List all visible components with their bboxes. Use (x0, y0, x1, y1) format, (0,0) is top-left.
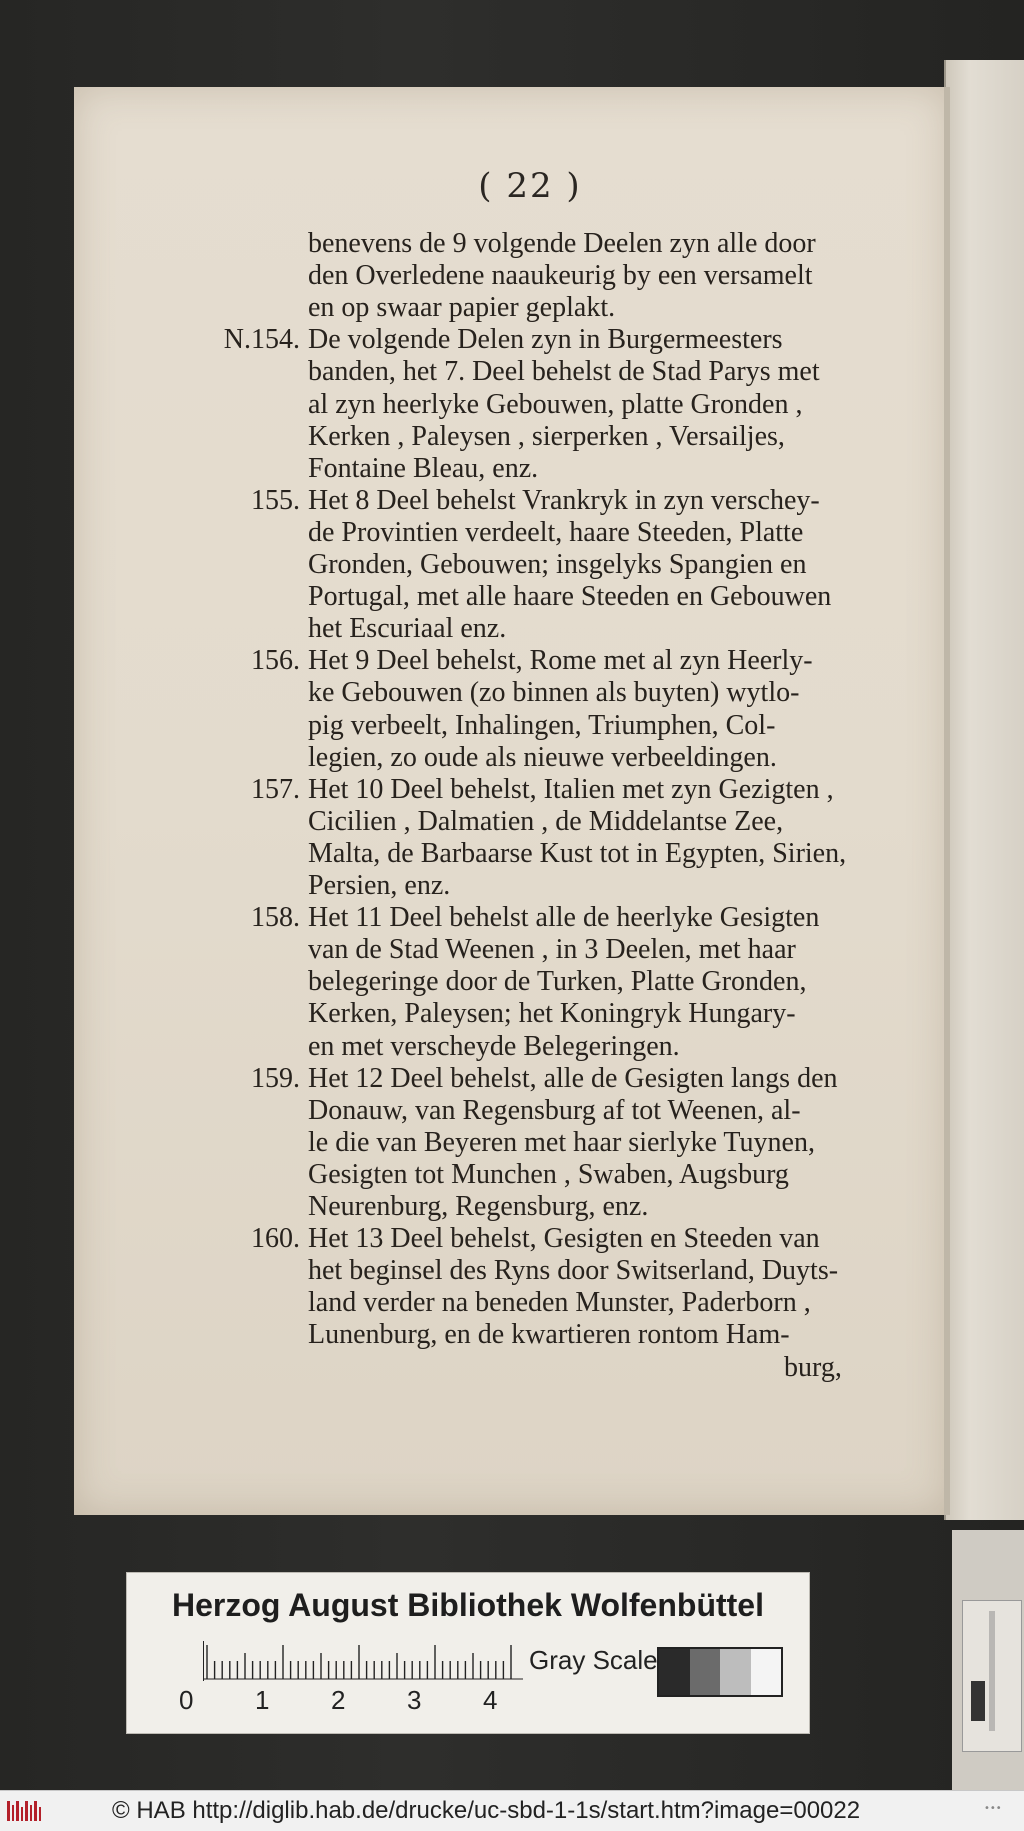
ruler-number: 4 (483, 1685, 498, 1715)
text-line: en met verscheyde Belegeringen. (308, 1030, 680, 1062)
source-link[interactable]: © HAB http://diglib.hab.de/drucke/uc-sbd-1-1s/start.htm?image=00022 (112, 1797, 861, 1824)
text-line: legien, zo oude als nieuwe verbeeldingen. (308, 741, 777, 773)
ruler-number: 2 (331, 1685, 346, 1715)
text-line: Het 9 Deel behelst, Rome met al zyn Heerly- (308, 645, 813, 677)
text-line: Lunenburg, en de kwartieren rontom Ham- (308, 1319, 790, 1351)
text-line: banden, het 7. Deel behelst de Stad Parys met (308, 356, 820, 388)
text-line: Het 8 Deel behelst Vrankryk in zyn verschey- (308, 484, 820, 516)
more-icon[interactable]: ••• (984, 1803, 1002, 1814)
text-line: Kerken, Paleysen; het Koningryk Hungary- (308, 998, 796, 1030)
ruler-number: 1 (255, 1685, 270, 1715)
text-line: Cicilien , Dalmatien , de Middelantse Zee, (308, 805, 784, 837)
text-line: burg, (784, 1351, 842, 1383)
text-line: Fontaine Bleau, enz. (308, 452, 539, 484)
text-line: en op swaar papier geplakt. (308, 292, 616, 324)
gray-swatch (720, 1649, 751, 1695)
gray-scale-swatches (657, 1647, 783, 1697)
text-line: Portugal, met alle haare Steeden en Gebouwen (308, 581, 832, 613)
text-line: pig verbeelt, Inhalingen, Triumphen, Col- (308, 709, 776, 741)
text-line: Kerken , Paleysen , sierperken , Versailjes, (308, 420, 785, 452)
library-label (126, 1572, 810, 1734)
text-line: Persien, enz. (308, 870, 451, 901)
text-line: le die van Beyeren met haar sierlyke Tuynen, (308, 1126, 815, 1158)
entry-number: 160. (251, 1223, 300, 1255)
page-edge (944, 87, 950, 1515)
text-line: al zyn heerlyke Gebouwen, platte Gronden , (308, 388, 803, 420)
entry-number: 158. (251, 902, 300, 934)
entry-number: N.154. (223, 324, 300, 356)
gray-scale-label: Gray Scale (529, 1645, 658, 1675)
text-line: het beginsel des Ryns door Switserland, Duyts- (308, 1255, 839, 1287)
text-line: Het 13 Deel behelst, Gesigten en Steeden van (308, 1223, 820, 1255)
page-number: ( 22 ) (478, 166, 582, 206)
text-line: van de Stad Weenen , in 3 Deelen, met haar (308, 934, 796, 966)
ruler-number: 3 (407, 1685, 422, 1715)
text-line: land verder na beneden Munster, Paderborn , (308, 1287, 811, 1319)
next-leaf-edge (944, 60, 1024, 1520)
text-line: belegeringe door de Turken, Platte Gronden, (308, 966, 807, 998)
entry-number: 156. (251, 645, 300, 677)
ruler-number: 0 (179, 1685, 194, 1715)
text-line: De volgende Delen zyn in Burgermeesters (308, 324, 783, 356)
gray-swatch (690, 1649, 721, 1695)
text-line: Malta, de Barbaarse Kust tot in Egypten, Sirien, (308, 837, 847, 869)
entry-number: 155. (251, 484, 300, 516)
text-line: benevens de 9 volgende Deelen zyn alle door (308, 228, 816, 259)
text-line: Neurenburg, Regensburg, enz. (308, 1191, 649, 1222)
entry-number: 159. (251, 1062, 300, 1094)
text-line: Donauw, van Regensburg af tot Weenen, al- (308, 1094, 801, 1126)
text-line: Gesigten tot Munchen , Swaben, Augsburg (308, 1158, 789, 1190)
text-line: den Overledene naaukeurig by een versamelt (308, 260, 813, 292)
text-line: Gronden, Gebouwen; insgelyks Spangien en (308, 549, 807, 580)
text-line: Het 12 Deel behelst, alle de Gesigten langs den (308, 1062, 838, 1094)
side-shelf-label (962, 1600, 1022, 1752)
gray-swatch (751, 1649, 782, 1695)
text-line: het Escuriaal enz. (308, 613, 507, 645)
gray-swatch (659, 1649, 690, 1695)
text-line: de Provintien verdeelt, haare Steeden, Platte (308, 516, 804, 548)
footer-bar (0, 1790, 1024, 1831)
text-line: ke Gebouwen (zo binnen als buyten) wytlo- (308, 677, 800, 709)
text-line: Het 11 Deel behelst alle de heerlyke Gesigten (308, 902, 820, 934)
library-name: Herzog August Bibliothek Wolfenbüttel (172, 1587, 764, 1623)
entry-number: 157. (251, 773, 300, 805)
hab-logo-icon (6, 1797, 46, 1825)
text-line: Het 10 Deel behelst, Italien met zyn Gezigten , (308, 773, 834, 805)
